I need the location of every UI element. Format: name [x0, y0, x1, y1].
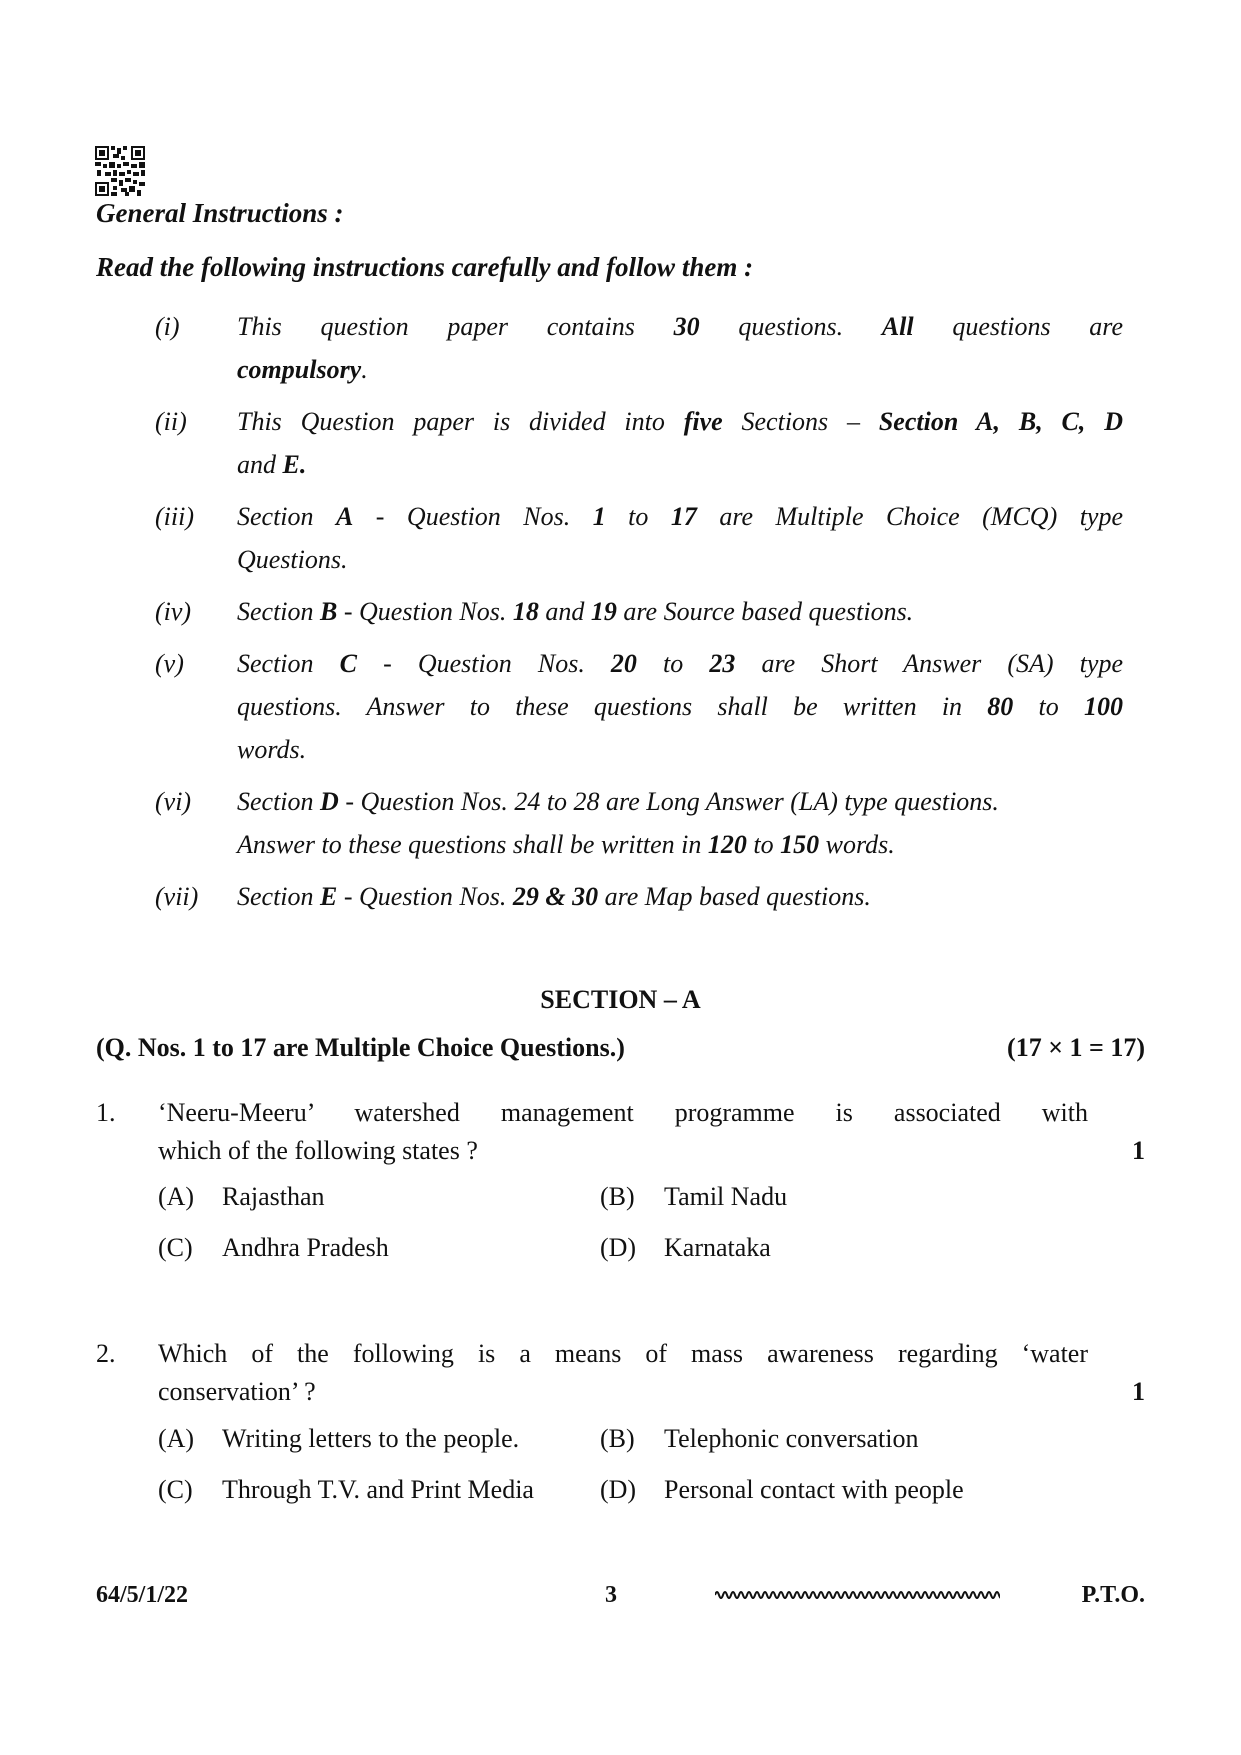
option-text: Karnataka	[664, 1233, 771, 1262]
instruction-text-segment: to	[746, 830, 781, 859]
option-label: (D)	[600, 1475, 637, 1504]
instructions-read-line: Read the following instructions carefully and follow them :	[96, 252, 754, 282]
instruction-line	[237, 685, 1123, 728]
instruction-emphasis: E	[320, 882, 338, 911]
instruction-line	[237, 642, 1123, 685]
instruction-text-segment: Questions.	[237, 545, 348, 574]
instruction-text	[237, 875, 1123, 918]
instruction-emphasis: E.	[282, 450, 307, 479]
instruction-text-segment: to	[1013, 692, 1085, 721]
instruction-number: (iv)	[155, 597, 192, 626]
question-number: 1.	[96, 1098, 116, 1127]
instruction-line	[237, 590, 1123, 633]
instruction-text-segment: questions. Answer to these questions shall be written in	[237, 692, 988, 721]
instruction-emphasis: 18	[512, 597, 539, 626]
instruction-text-segment: and	[237, 450, 283, 479]
instruction-text-segment: are Map based questions.	[598, 882, 871, 911]
instruction-text	[237, 590, 1123, 633]
instruction-number: (vi)	[155, 787, 192, 816]
instruction-emphasis: D	[320, 787, 339, 816]
instruction-text-segment: are Source based questions.	[616, 597, 914, 626]
qr-code-icon	[95, 146, 145, 196]
instruction-text	[237, 642, 1123, 771]
option-text: Andhra Pradesh	[222, 1233, 389, 1262]
instruction-emphasis: five	[683, 407, 723, 436]
instruction-emphasis: A	[336, 502, 354, 531]
instruction-text-segment: Section	[237, 649, 340, 678]
instruction-text-segment: .	[361, 355, 368, 384]
section-title: SECTION – A	[540, 985, 701, 1014]
instruction-text-segment: - Question Nos.	[337, 882, 513, 911]
wavy-line-decoration	[715, 1588, 1000, 1602]
section-marks: (17 × 1 = 17)	[1007, 1033, 1145, 1062]
question-text-line: ‘Neeru-Meeru’ watershed management programme is associated with	[158, 1098, 1088, 1127]
instruction-number: (vii)	[155, 882, 199, 911]
instruction-text-segment: questions.	[699, 312, 882, 341]
instruction-emphasis: 120	[707, 830, 747, 859]
instruction-text-segment: words.	[819, 830, 895, 859]
instruction-text-segment: - Question Nos.	[353, 502, 593, 531]
instruction-text-segment: This Question paper is divided into	[237, 407, 684, 436]
option-label: (A)	[158, 1424, 195, 1453]
instruction-text-segment: 24	[514, 787, 541, 816]
page-number: 3	[605, 1582, 617, 1608]
instruction-text-segment: Section	[237, 597, 321, 626]
instruction-text-segment: are Short Answer (SA) type	[735, 649, 1123, 678]
instruction-text-segment: Section	[237, 787, 321, 816]
instruction-line	[237, 538, 1123, 581]
instruction-emphasis: 80	[987, 692, 1014, 721]
instruction-text-segment: 28	[573, 787, 600, 816]
instruction-text	[237, 400, 1123, 486]
instruction-text-segment: to	[605, 502, 671, 531]
instruction-text-segment: - Question Nos.	[338, 787, 515, 816]
instruction-emphasis: 29 & 30	[512, 882, 599, 911]
question-text-line: conservation’ ?	[158, 1377, 316, 1406]
option-label: (C)	[158, 1233, 193, 1262]
question-marks: 1	[1132, 1136, 1145, 1165]
option-label: (D)	[600, 1233, 637, 1262]
pto-label: P.T.O.	[1081, 1582, 1145, 1608]
instruction-line	[237, 823, 1123, 866]
instruction-text-segment: and	[538, 597, 591, 626]
instruction-emphasis: 19	[590, 597, 617, 626]
instruction-text-segment: This question paper contains	[237, 312, 674, 341]
instruction-text	[237, 495, 1123, 581]
instruction-text-segment: Answer to these questions shall be written in	[237, 830, 708, 859]
instruction-text-segment: are Multiple Choice (MCQ) type	[696, 502, 1124, 531]
instruction-text-segment: Section	[237, 502, 336, 531]
option-label: (B)	[600, 1424, 635, 1453]
instruction-text	[237, 305, 1123, 391]
option-text: Telephonic conversation	[664, 1424, 919, 1453]
instruction-number: (i)	[155, 312, 180, 341]
instruction-emphasis: 100	[1084, 692, 1124, 721]
instruction-emphasis: C	[339, 649, 357, 678]
paper-code: 64/5/1/22	[96, 1582, 189, 1608]
option-text: Rajasthan	[222, 1182, 325, 1211]
instruction-text-segment: questions are	[913, 312, 1123, 341]
instruction-number: (v)	[155, 649, 184, 678]
option-text: Personal contact with people	[664, 1475, 964, 1504]
instruction-text-segment: to	[540, 787, 574, 816]
instruction-line	[237, 875, 1123, 918]
instruction-emphasis: 17	[670, 502, 697, 531]
instruction-line	[237, 348, 1123, 391]
option-label: (A)	[158, 1182, 195, 1211]
option-label: (C)	[158, 1475, 193, 1504]
instruction-line	[237, 443, 1123, 486]
general-instructions-title: General Instructions :	[96, 198, 344, 228]
option-text: Through T.V. and Print Media	[222, 1475, 534, 1504]
instruction-emphasis: 20	[610, 649, 637, 678]
instruction-text	[237, 780, 1123, 866]
option-label: (B)	[600, 1182, 635, 1211]
instruction-text-segment: are Long Answer (LA) type questions.	[599, 787, 999, 816]
option-text: Writing letters to the people.	[222, 1424, 520, 1453]
instruction-text-segment: words.	[237, 735, 307, 764]
instruction-text-segment: Sections –	[722, 407, 879, 436]
instruction-text-segment: Section	[237, 882, 321, 911]
option-text: Tamil Nadu	[664, 1182, 788, 1211]
instruction-line	[237, 305, 1123, 348]
instruction-emphasis: Section A, B, C, D	[878, 407, 1123, 436]
instruction-emphasis: 1	[592, 502, 606, 531]
instruction-line	[237, 400, 1123, 443]
instruction-line	[237, 728, 1123, 771]
instruction-line	[237, 495, 1123, 538]
instruction-text-segment: to	[636, 649, 710, 678]
instruction-line	[237, 780, 1123, 823]
instruction-emphasis: 150	[780, 830, 820, 859]
question-text-line: which of the following states ?	[158, 1136, 478, 1165]
instruction-text-segment: - Question Nos.	[337, 597, 513, 626]
section-subtitle: (Q. Nos. 1 to 17 are Multiple Choice Questions.)	[96, 1033, 625, 1062]
question-number: 2.	[96, 1339, 116, 1368]
instruction-emphasis: B	[320, 597, 338, 626]
instruction-emphasis: compulsory	[237, 355, 362, 384]
instruction-number: (iii)	[155, 502, 194, 531]
instruction-emphasis: All	[881, 312, 914, 341]
instruction-text-segment: - Question Nos.	[356, 649, 611, 678]
instruction-emphasis: 30	[673, 312, 700, 341]
question-marks: 1	[1132, 1377, 1145, 1406]
instruction-emphasis: 23	[709, 649, 736, 678]
question-text-line: Which of the following is a means of mass awareness regarding ‘water	[158, 1339, 1088, 1368]
instruction-number: (ii)	[155, 407, 187, 436]
